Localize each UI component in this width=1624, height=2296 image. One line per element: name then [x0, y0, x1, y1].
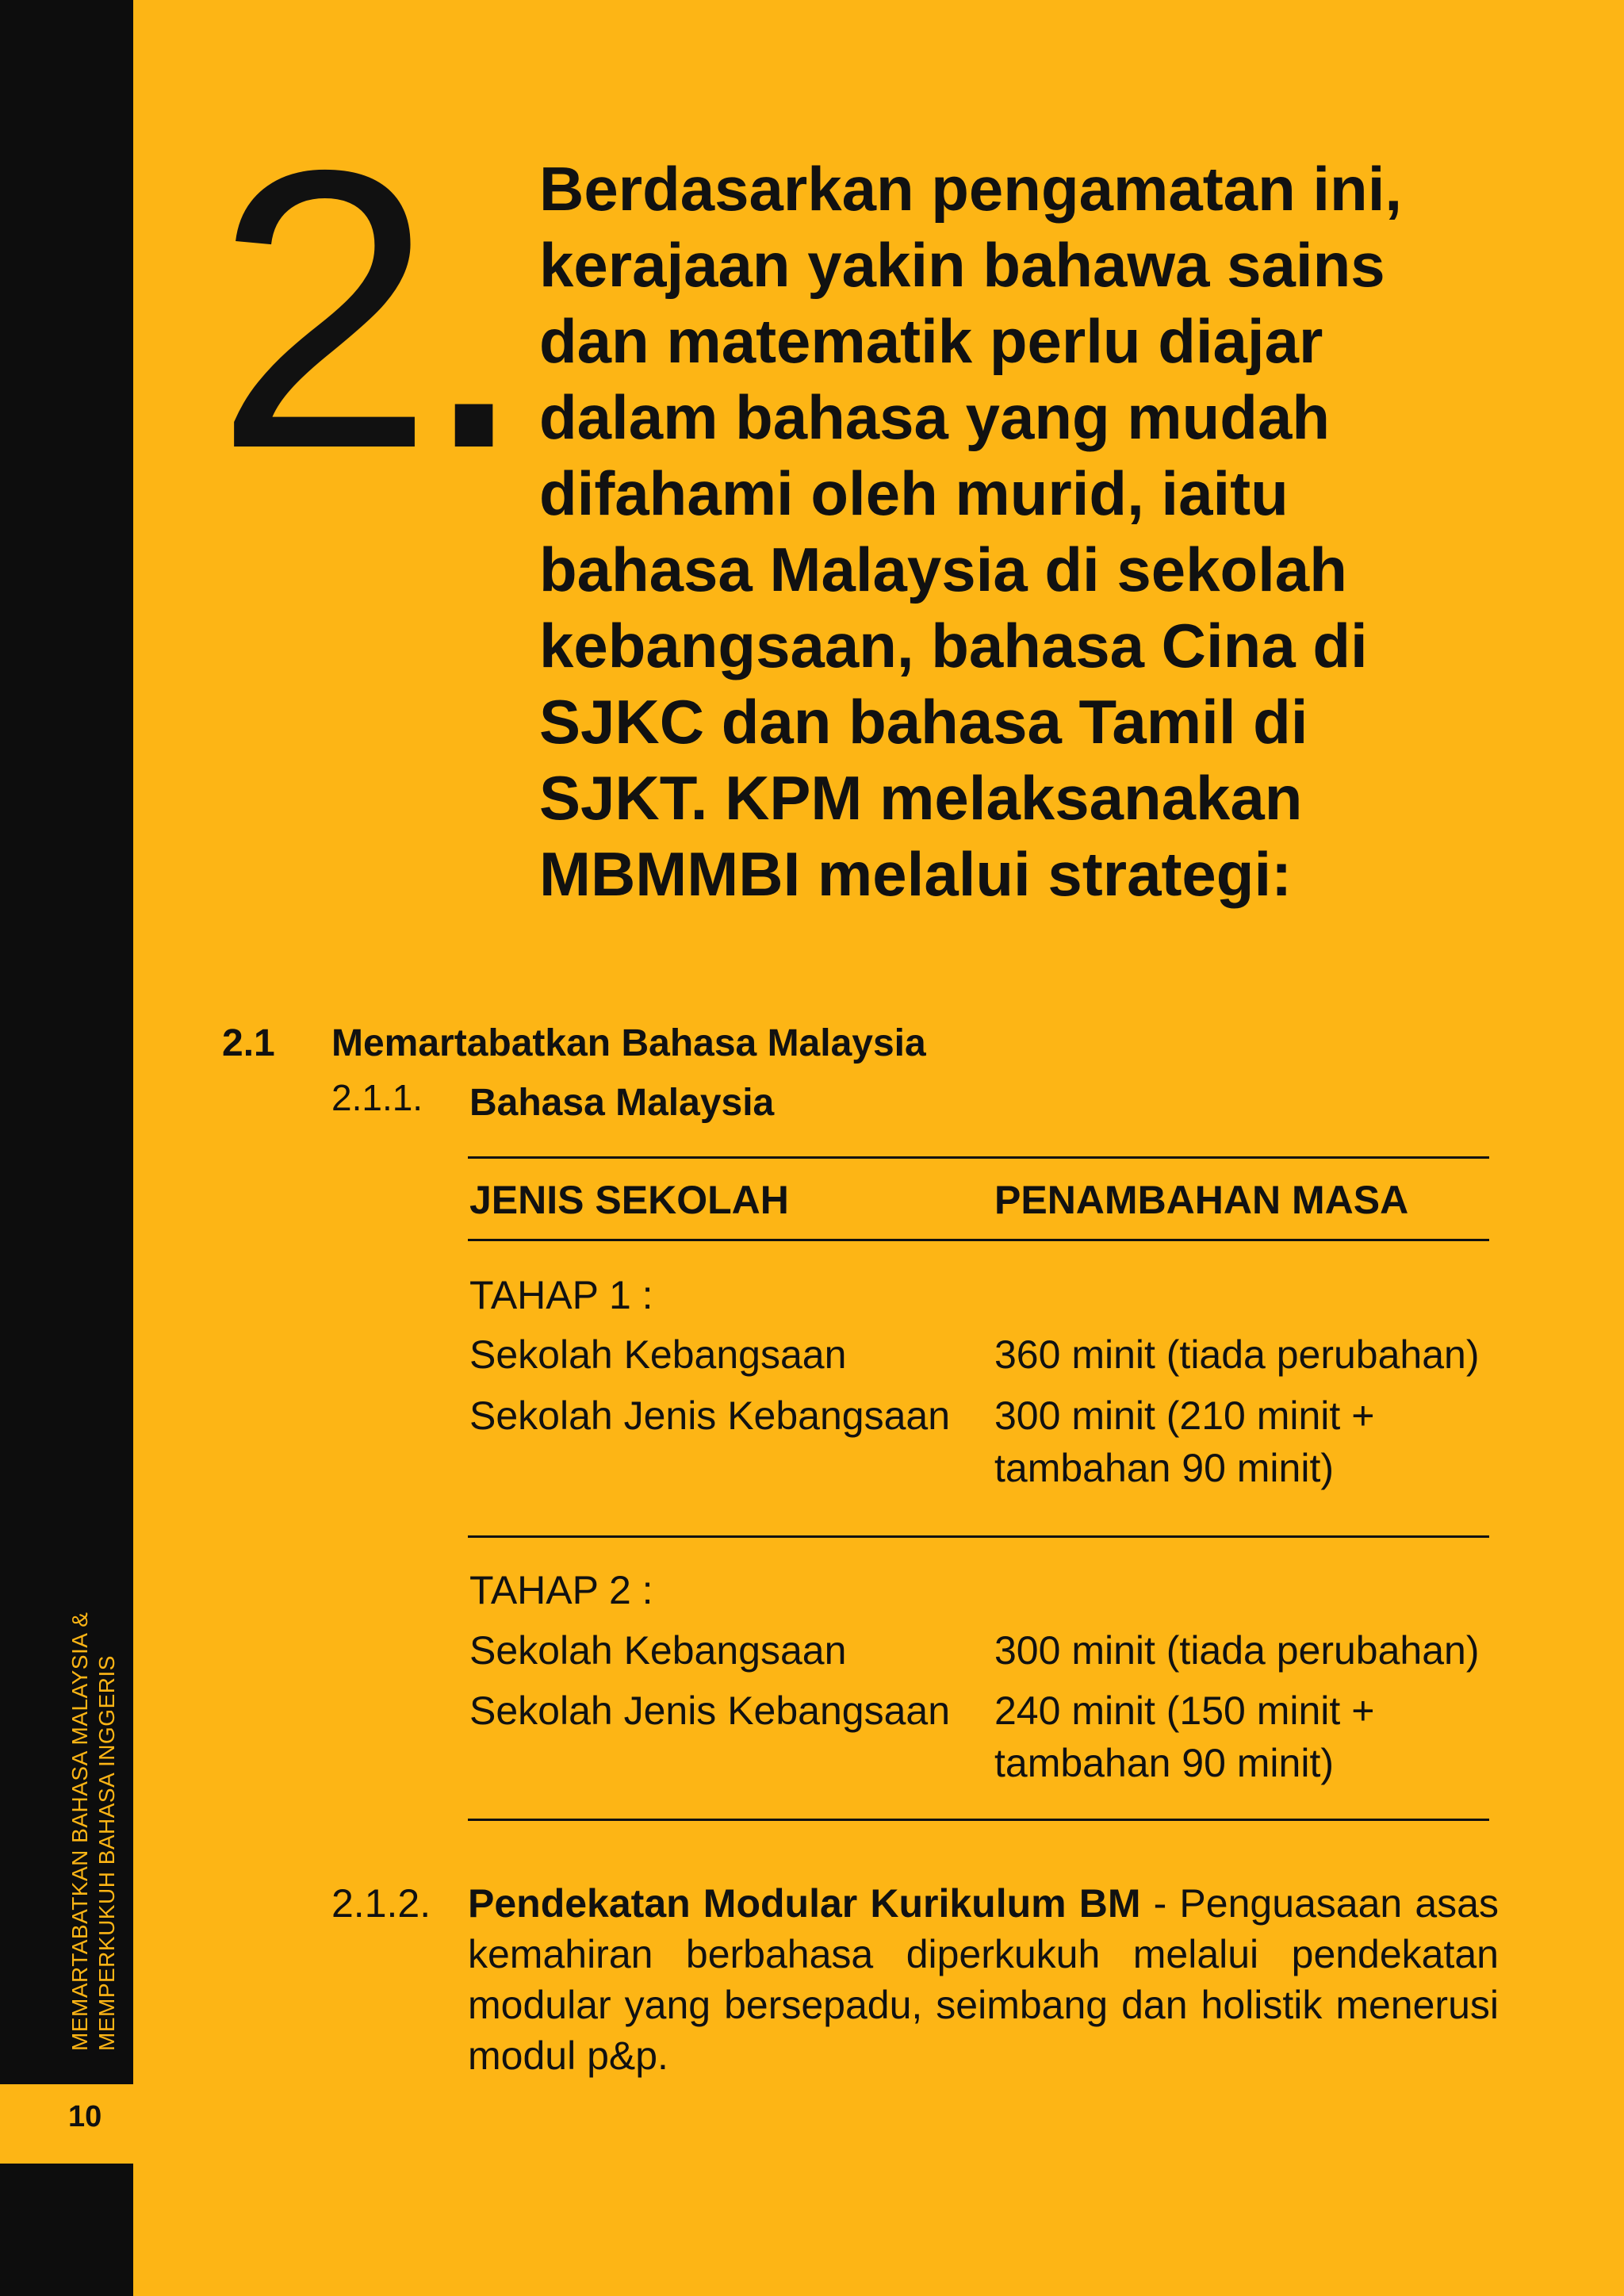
- subsection-2-body: [468, 1878, 1499, 2081]
- lead-line: Berdasarkan pengamatan ini,: [539, 154, 1403, 224]
- lead-line: SJKC dan bahasa Tamil di: [539, 687, 1308, 757]
- lead-line: SJKT. KPM melaksanakan: [539, 763, 1303, 833]
- table-header-time: PENAMBAHAN MASA: [994, 1178, 1409, 1222]
- lead-statement: [539, 151, 1538, 912]
- table-cell-time: tambahan 90 minit): [994, 1741, 1335, 1785]
- table-rule-group: [468, 1535, 1489, 1538]
- table-rule-bottom: [468, 1819, 1489, 1821]
- table-cell-school: Sekolah Kebangsaan: [469, 1332, 847, 1377]
- sidebar-bar-bottom: [0, 2164, 133, 2296]
- lead-line: MBMMBI melalui strategi:: [539, 839, 1293, 909]
- page-number: 10: [68, 2100, 102, 2133]
- subsection-2-text: - Penguasaan asas kemahiran berbahasa diperkukuh melalui pendekatan modular yang bersepadu, seimbang dan holistik menerusi modul p&p.: [468, 1881, 1499, 2078]
- lead-line: dalam bahasa yang mudah: [539, 382, 1330, 452]
- lead-line: kebangsaan, bahasa Cina di: [539, 611, 1368, 680]
- table-cell-school: Sekolah Kebangsaan: [469, 1628, 847, 1673]
- table-cell-time: 300 minit (tiada perubahan): [994, 1628, 1480, 1673]
- big-section-number: 2.: [214, 87, 513, 531]
- table-cell-time: 240 minit (150 minit +: [994, 1688, 1375, 1733]
- table-cell-time: tambahan 90 minit): [994, 1446, 1335, 1490]
- table-group-label: TAHAP 1 :: [469, 1273, 653, 1317]
- subsection-2-title: Pendekatan Modular Kurikulum BM: [468, 1881, 1141, 1926]
- section-number: 2.1: [222, 1022, 275, 1064]
- subsection-title: Bahasa Malaysia: [469, 1082, 775, 1124]
- vertical-title-line-1: MEMARTABATKAN BAHASA MALAYSIA &: [67, 1612, 92, 2051]
- table-cell-school: Sekolah Jenis Kebangsaan: [469, 1393, 951, 1438]
- table-group-label: TAHAP 2 :: [469, 1568, 653, 1612]
- table-header-school: JENIS SEKOLAH: [469, 1178, 789, 1222]
- subsection-number: 2.1.1.: [331, 1077, 423, 1118]
- lead-line: dan matematik perlu diajar: [539, 306, 1323, 376]
- subsection-2-number: 2.1.2.: [331, 1881, 431, 1926]
- section-title: Memartabatkan Bahasa Malaysia: [331, 1022, 926, 1064]
- vertical-book-title: [67, 1612, 121, 2051]
- table-cell-time: 360 minit (tiada perubahan): [994, 1332, 1480, 1377]
- lead-line: bahasa Malaysia di sekolah: [539, 535, 1347, 604]
- vertical-title-line-2: MEMPERKUKUH BAHASA INGGERIS: [94, 1655, 119, 2051]
- table-rule-top: [468, 1156, 1489, 1159]
- table-cell-time: 300 minit (210 minit +: [994, 1393, 1375, 1438]
- lead-line: difahami oleh murid, iaitu: [539, 458, 1289, 528]
- table-cell-school: Sekolah Jenis Kebangsaan: [469, 1688, 951, 1733]
- table-rule-header: [468, 1239, 1489, 1241]
- lead-line: kerajaan yakin bahawa sains: [539, 230, 1385, 300]
